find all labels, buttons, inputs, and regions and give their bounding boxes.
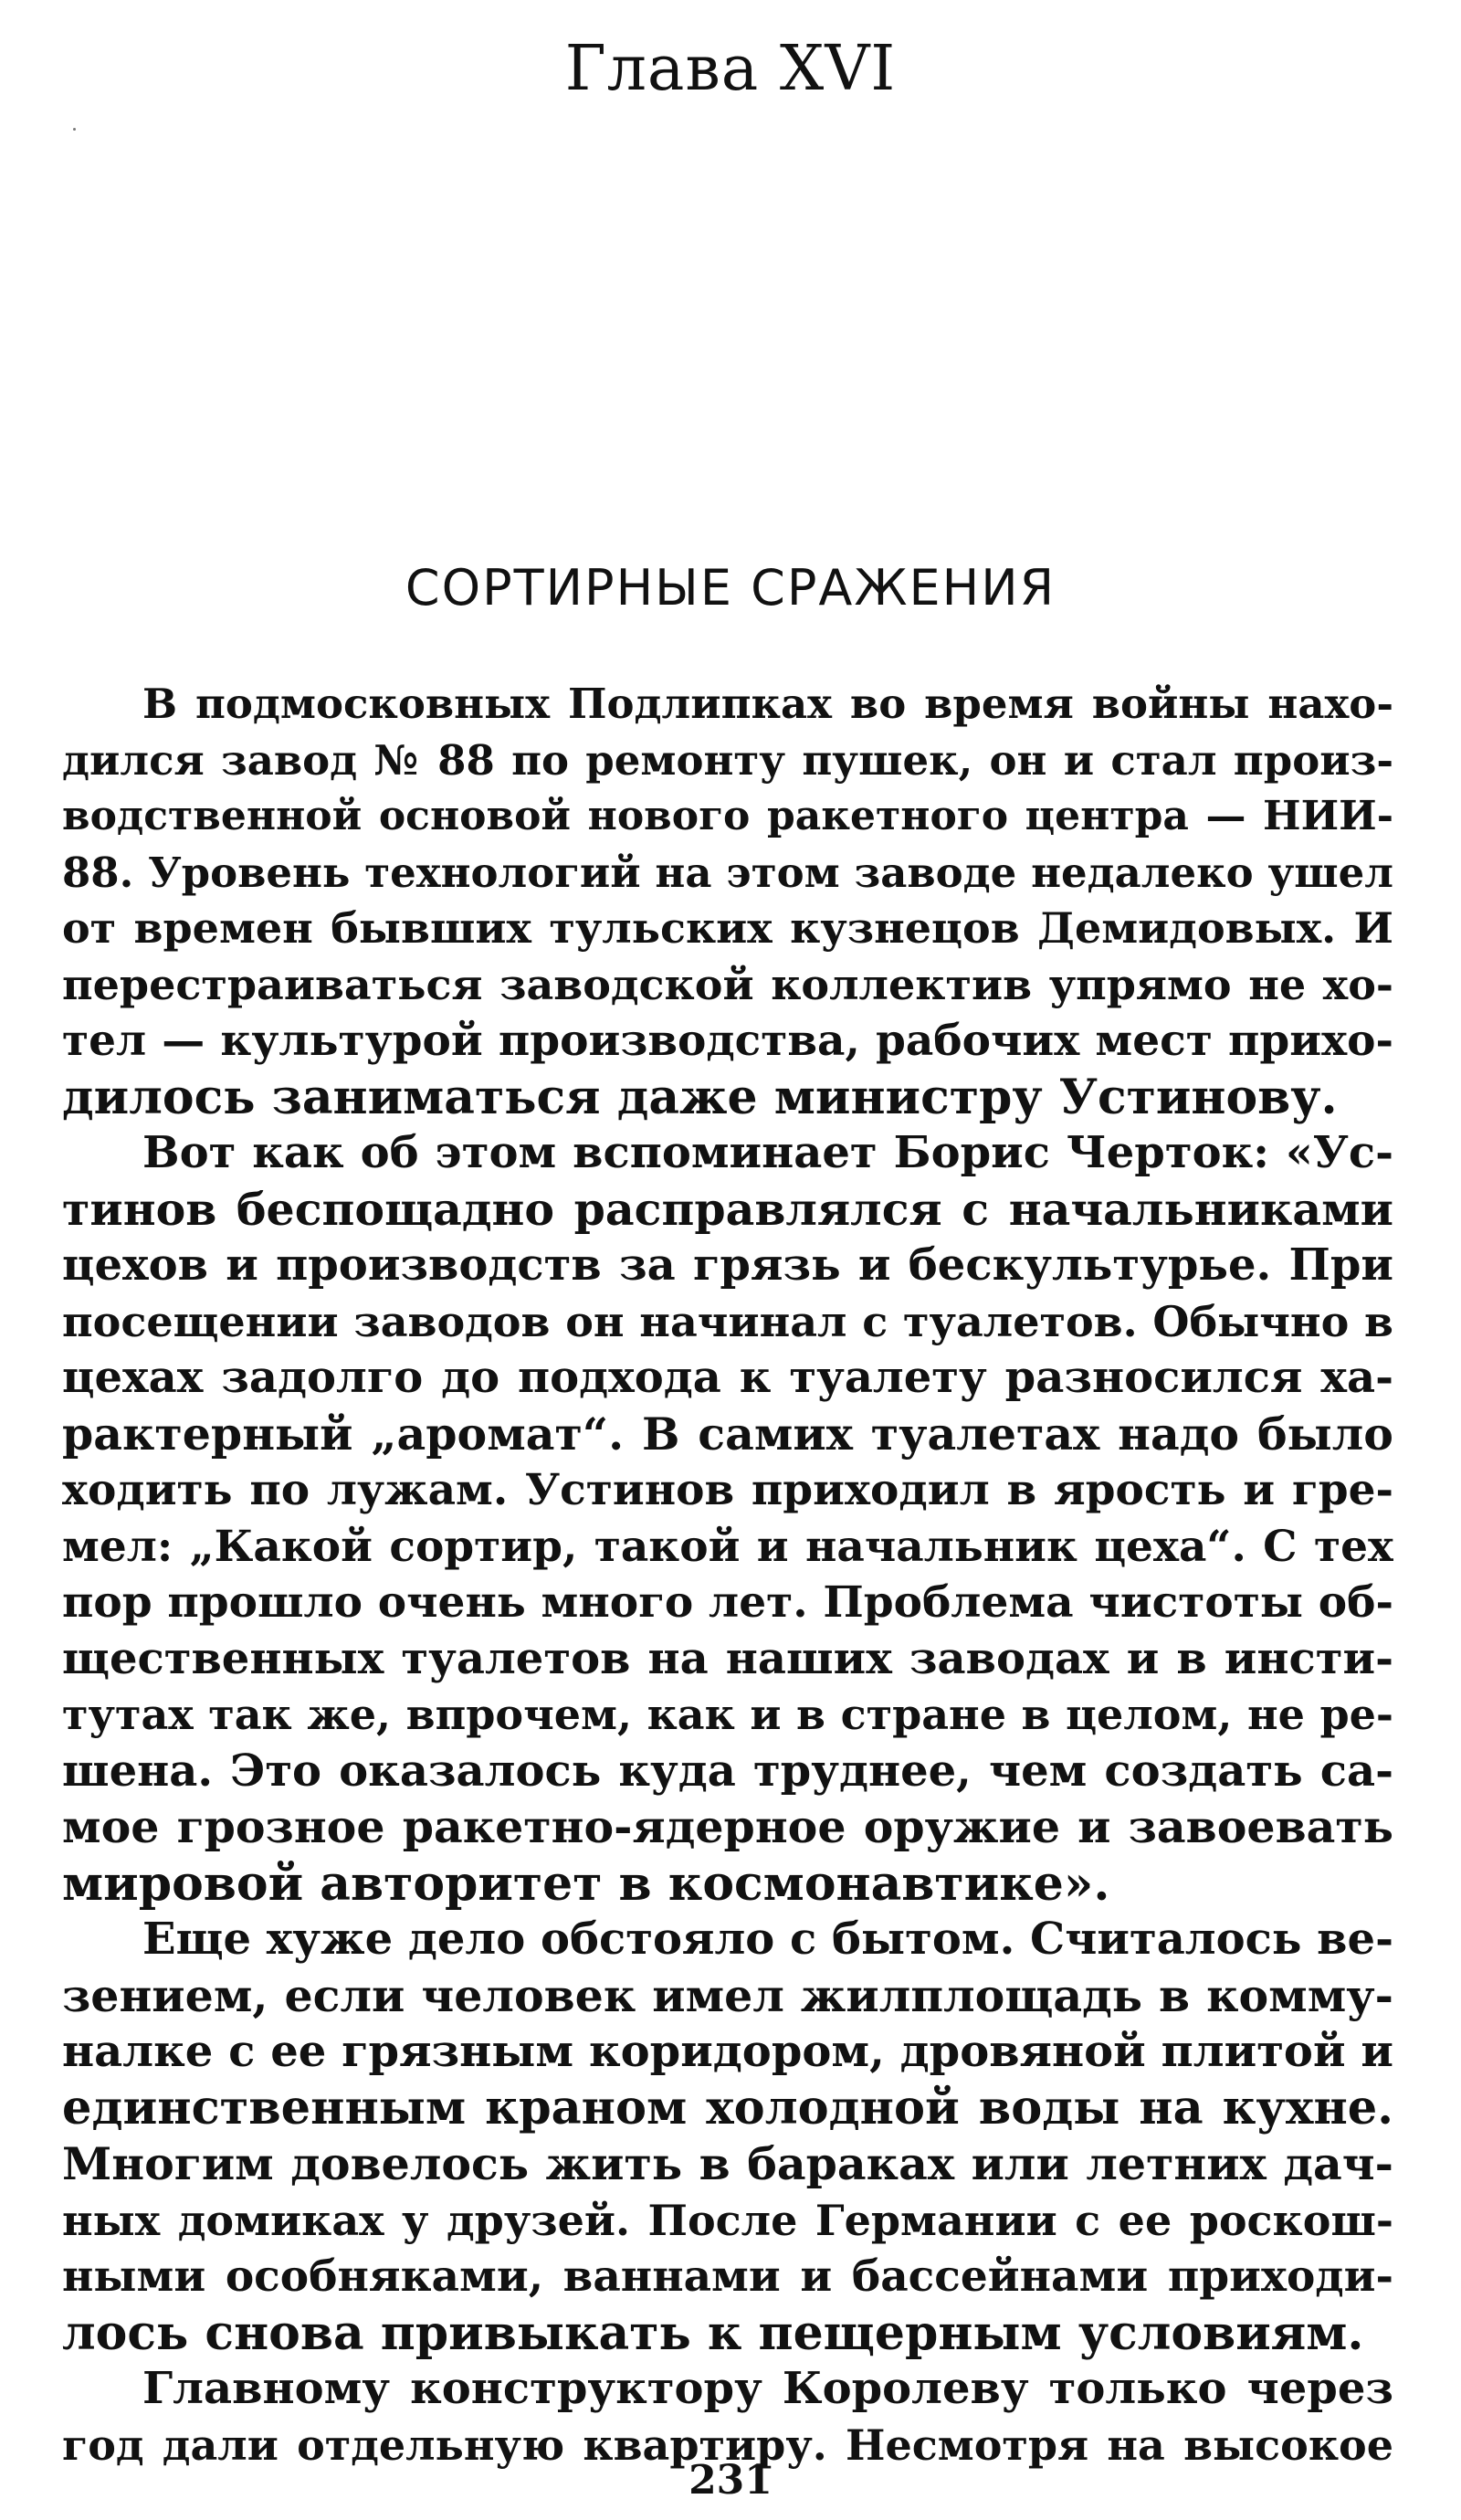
- text-line: шена. Это оказалось куда труднее, чем создать са-: [62, 1745, 1393, 1797]
- text-line: В подмосковных Подлипках во время войны нахо-: [142, 680, 1393, 728]
- text-line: мое грозное ракетно-ядерное оружие и завоевать: [62, 1800, 1393, 1853]
- text-line: дилось заниматься даже министру Устинову.: [62, 1069, 1338, 1125]
- body-text: [62, 676, 1393, 2473]
- text-line: лось снова привыкать к пещерным условиям.: [62, 2304, 1364, 2361]
- text-line: пор прошло очень много лет. Проблема чистоты об-: [62, 1577, 1393, 1628]
- text-line: дился завод № 88 по ремонту пушек, он и стал произ-: [62, 735, 1393, 785]
- text-line: перестраиваться заводской коллектив упрямо не хо-: [62, 959, 1393, 1009]
- text-line: зением, если человек имел жилплощадь в комму-: [62, 1968, 1393, 2022]
- text-line: рактерный „аромат“. В самих туалетах надо было: [62, 1407, 1393, 1460]
- text-line: мировой авторитет в космонавтике».: [62, 1855, 1110, 1912]
- text-line: ных домиках у друзей. После Германии с ее роскош-: [62, 2195, 1393, 2245]
- text-line: щественных туалетов на наших заводах и в инсти-: [62, 1632, 1393, 1684]
- chapter-title: Глава XVI: [564, 33, 897, 105]
- text-line: Многим довелось жить в бараках или летних дач-: [62, 2137, 1393, 2190]
- text-line: 88. Уровень технологий на этом заводе недалеко ушел: [62, 848, 1393, 897]
- scan-speck: [73, 128, 76, 131]
- text-line: Главному конструктору Королеву только через: [142, 2363, 1393, 2414]
- text-line: единственным краном холодной воды на кухне.: [62, 2080, 1393, 2135]
- text-line: водственной основой нового ракетного центра — НИИ-: [62, 793, 1393, 839]
- text-line: тутах так же, впрочем, как и в стране в целом, не ре-: [62, 1690, 1393, 1739]
- text-line: год дали отдельную квартиру. Несмотря на высокое: [62, 2420, 1393, 2470]
- page-number: 231: [688, 2457, 773, 2504]
- text-line: мел: „Какой сортир, такой и начальник цеха“. С тех: [62, 1521, 1393, 1572]
- text-line: Еще хуже дело обстояло с бытом. Считалось ве-: [142, 1914, 1393, 1965]
- text-line: налке с ее грязным коридором, дровяной плитой и: [62, 2026, 1393, 2077]
- text-line: цехов и производств за грязь и бескультурье. При: [62, 1239, 1393, 1291]
- text-line: Вот как об этом вспоминает Борис Черток: «Ус-: [142, 1127, 1393, 1178]
- text-line: посещении заводов он начинал с туалетов. Обычно в: [62, 1296, 1393, 1346]
- text-line: ными особняками, ваннами и бассейнами приходи-: [62, 2251, 1393, 2302]
- text-line: ходить по лужам. Устинов приходил в ярость и гре-: [62, 1465, 1393, 1515]
- section-title: СОРТИРНЫЕ СРАЖЕНИЯ: [405, 559, 1056, 617]
- text-line: от времен бывших тульских кузнецов Демидовых. И: [62, 903, 1393, 953]
- text-line: тинов беспощадно расправлялся с начальниками: [62, 1182, 1393, 1236]
- text-line: цехах задолго до подхода к туалету разносился ха-: [62, 1352, 1393, 1403]
- text-line: тел — культурой производства, рабочих мест прихо-: [62, 1016, 1393, 1066]
